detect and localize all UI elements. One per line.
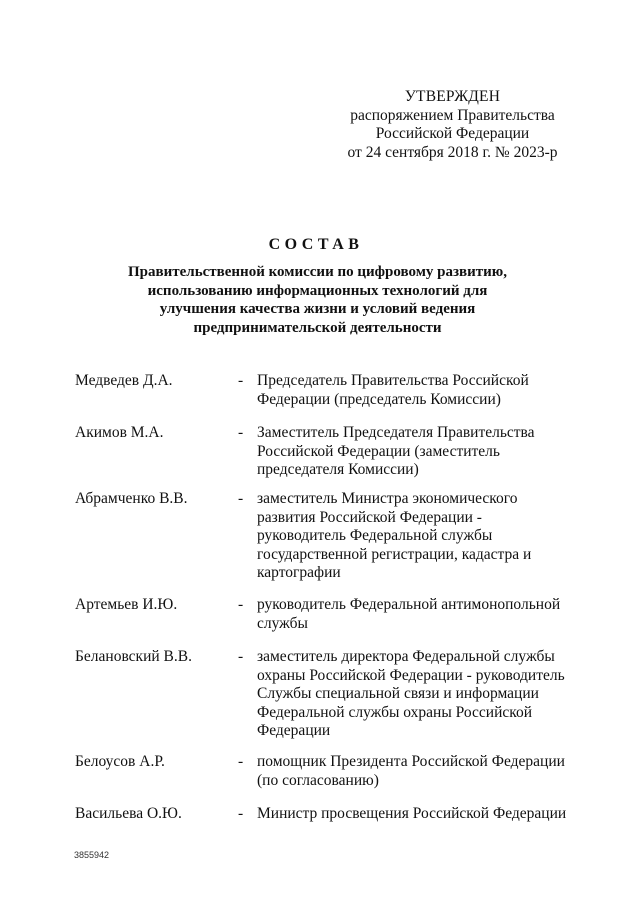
member-dash: - bbox=[238, 490, 244, 507]
approval-line-1: распоряжением Правительства bbox=[350, 106, 555, 124]
member-name: Васильева О.Ю. bbox=[75, 805, 182, 822]
member-name: Абрамченко В.В. bbox=[75, 490, 188, 507]
approval-heading: УТВЕРЖДЕН bbox=[404, 88, 501, 105]
member-dash: - bbox=[238, 424, 244, 441]
member-dash: - bbox=[238, 648, 244, 665]
member-dash: - bbox=[238, 753, 244, 770]
member-name: Белановский В.В. bbox=[75, 648, 192, 665]
member-dash: - bbox=[238, 596, 244, 613]
member-position: заместитель директора Федеральной службы охраны Российской Федерации - руководитель Службы специальной связи и информации Федеральной службы охраны Российской Федерации bbox=[257, 648, 565, 739]
member-position: Председатель Правительства Российской Федерации (председатель Комиссии) bbox=[257, 372, 529, 408]
document-title: СОСТАВ bbox=[268, 236, 364, 253]
member-name: Медведев Д.А. bbox=[75, 372, 173, 389]
member-dash: - bbox=[238, 805, 244, 822]
approval-block bbox=[320, 88, 585, 162]
member-position: заместитель Министра экономического развития Российской Федерации - руководитель Федеральной службы государственной регистрации, кадастра и картографии bbox=[257, 490, 532, 581]
member-name: Артемьев И.Ю. bbox=[75, 596, 178, 613]
member-name: Акимов М.А. bbox=[75, 424, 164, 441]
approval-line-2: Российской Федерации bbox=[375, 125, 530, 142]
member-position: руководитель Федеральной антимонопольной службы bbox=[257, 596, 561, 632]
member-name: Белоусов А.Р. bbox=[75, 753, 165, 770]
member-dash: - bbox=[238, 372, 244, 389]
member-position: Министр просвещения Российской Федерации bbox=[257, 805, 567, 822]
document-code: 3855942 bbox=[74, 850, 110, 860]
member-position: Заместитель Председателя Правительства Российской Федерации (заместитель председателя Комиссии) bbox=[257, 424, 535, 478]
approval-date-number: от 24 сентября 2018 г. № 2023-р bbox=[347, 143, 558, 161]
member-position: помощник Президента Российской Федерации (по согласованию) bbox=[257, 753, 565, 789]
document-subtitle: Правительственной комиссии по цифровому развитию, использованию информационных технологий для улучшения качества жизни и условий ведения предпринимательской деятельности bbox=[128, 264, 507, 336]
